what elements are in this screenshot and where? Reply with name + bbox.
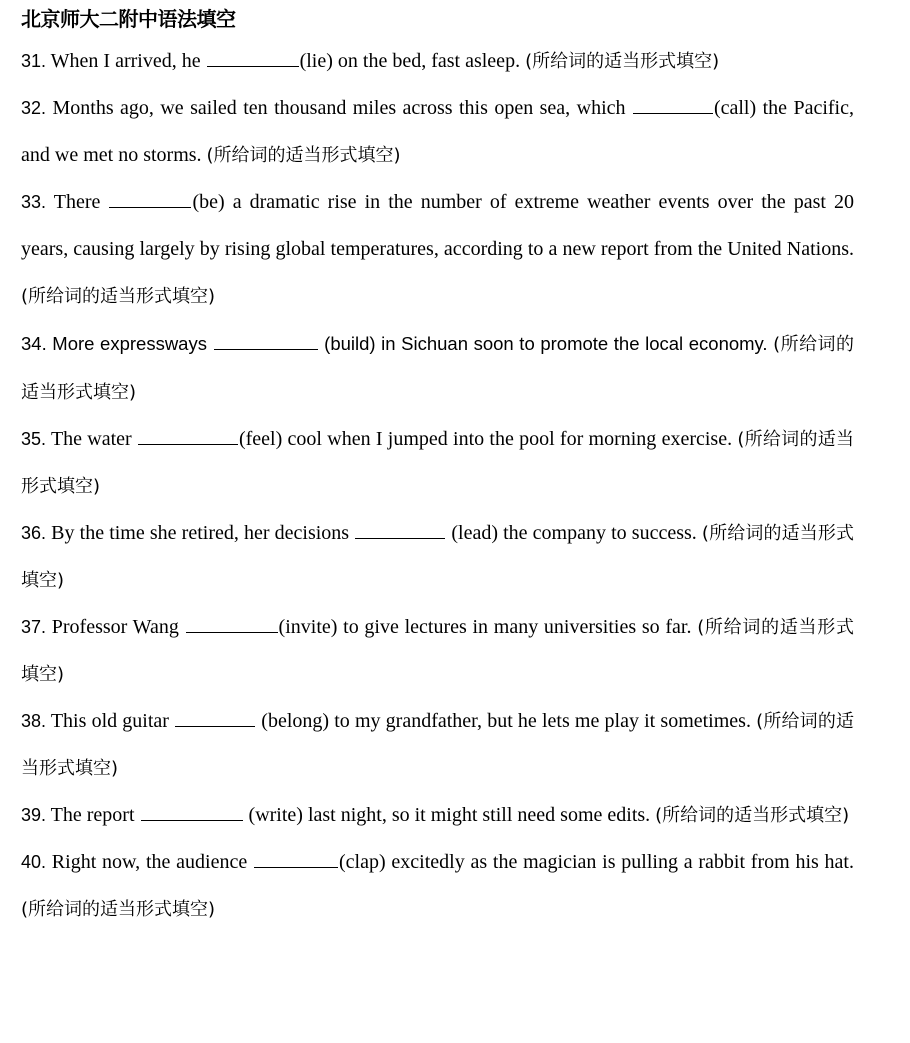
question-text-after: (write) last night, so it might still need some edits. xyxy=(243,804,656,826)
instruction-text: (所给词的适当形式填空) xyxy=(21,429,854,497)
question-text-before: There xyxy=(46,191,109,213)
question-37 xyxy=(21,604,854,698)
question-text-before: The water xyxy=(46,428,137,450)
instruction-text: (所给词的适当形式填空) xyxy=(21,711,855,779)
answer-blank[interactable] xyxy=(175,711,255,727)
instruction-text: (所给词的适当形式填空) xyxy=(21,899,216,920)
question-number: 35. xyxy=(21,429,47,449)
question-number: 40. xyxy=(21,852,47,872)
question-text-before: Months ago, we sailed ten thousand miles across this open sea, which xyxy=(46,97,632,119)
answer-blank[interactable] xyxy=(109,192,191,208)
worksheet-page xyxy=(21,0,854,933)
question-text-before: The report xyxy=(46,804,140,826)
instruction-text: (所给词的适当形式填空) xyxy=(525,51,720,72)
question-text-after: (lie) on the bed, fast asleep. xyxy=(299,50,526,72)
question-number: 34. xyxy=(21,333,47,354)
question-number: 31. xyxy=(21,51,47,71)
question-text-before: Right now, the audience xyxy=(46,851,253,873)
question-text-before: By the time she retired, her decisions xyxy=(46,522,355,544)
answer-blank[interactable] xyxy=(138,429,238,445)
question-text-after: (build) in Sichuan soon to promote the local economy. xyxy=(318,333,774,354)
question-40 xyxy=(21,839,854,933)
question-number: 32. xyxy=(21,98,47,118)
question-number: 36. xyxy=(21,523,47,543)
question-text-after: (be) a dramatic rise in the number of extreme weather events over the past 20 years, causing largely by rising global temperatures, according to a new report from the United Nations. xyxy=(21,191,854,260)
instruction-text: (所给词的适当形式填空) xyxy=(21,523,854,591)
question-number: 33. xyxy=(21,192,47,212)
question-text-before: More expressways xyxy=(46,333,213,354)
question-number: 37. xyxy=(21,617,47,637)
answer-blank[interactable] xyxy=(141,805,243,821)
instruction-text: (所给词的适当形式填空) xyxy=(21,617,854,685)
instruction-text: (所给词的适当形式填空) xyxy=(21,334,854,403)
answer-blank[interactable] xyxy=(633,98,713,114)
question-text-before: When I arrived, he xyxy=(46,50,206,72)
question-33 xyxy=(21,179,854,320)
question-31 xyxy=(21,38,854,85)
question-text-after: (feel) cool when I jumped into the pool for morning exercise. xyxy=(238,428,738,450)
question-39 xyxy=(21,792,854,839)
question-text-after: (belong) to my grandfather, but he lets me play it sometimes. xyxy=(256,710,757,732)
question-text-after: (invite) to give lectures in many universities so far. xyxy=(278,616,698,638)
instruction-text: (所给词的适当形式填空) xyxy=(206,145,401,166)
question-32 xyxy=(21,85,854,179)
question-text-before: Professor Wang xyxy=(46,616,185,638)
question-35 xyxy=(21,416,854,510)
instruction-text: (所给词的适当形式填空) xyxy=(21,286,216,307)
question-text-after: (lead) the company to success. xyxy=(446,522,702,544)
question-text-after: (clap) excitedly as the magician is pulling a rabbit from his hat. xyxy=(338,851,854,873)
page-title: 北京师大二附中语法填空 xyxy=(21,7,236,31)
question-38 xyxy=(21,698,854,792)
question-36 xyxy=(21,510,854,604)
question-number: 38. xyxy=(21,711,47,731)
question-text-before: This old guitar xyxy=(46,710,175,732)
question-text-after: (call) the Pacific, and we met no storms. xyxy=(21,97,854,166)
answer-blank[interactable] xyxy=(186,617,278,633)
answer-blank[interactable] xyxy=(355,523,445,539)
instruction-text: (所给词的适当形式填空) xyxy=(655,805,850,826)
question-number: 39. xyxy=(21,805,47,825)
question-34 xyxy=(21,320,854,416)
answer-blank[interactable] xyxy=(207,51,299,67)
answer-blank[interactable] xyxy=(254,852,338,868)
answer-blank[interactable] xyxy=(214,334,318,350)
